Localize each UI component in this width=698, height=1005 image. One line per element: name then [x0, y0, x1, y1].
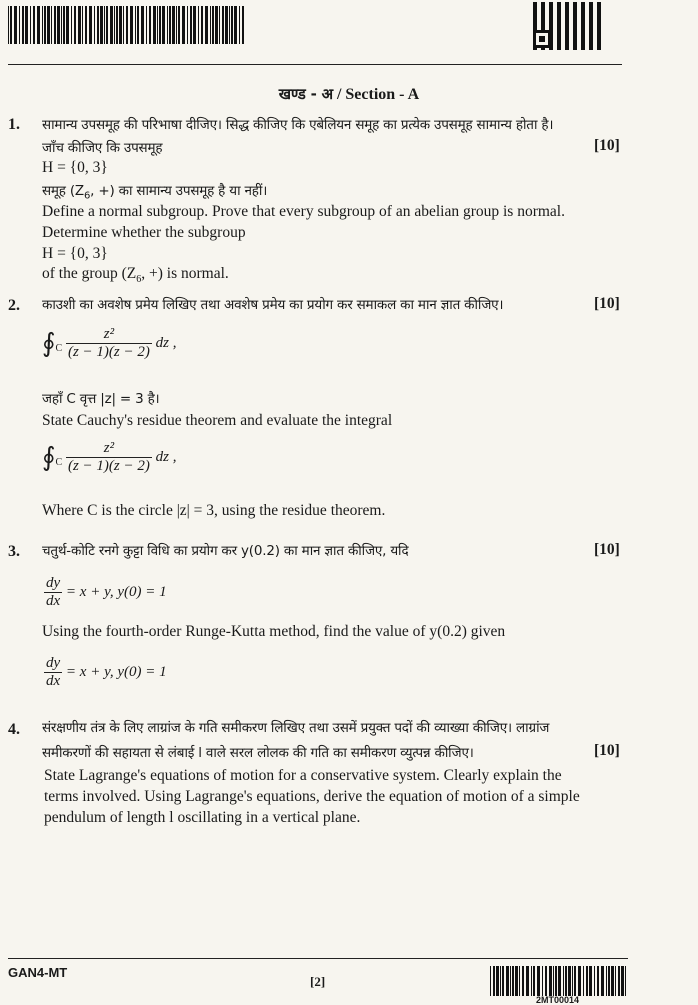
question-4-english-line3: pendulum of length l oscillating in a vertical plane.: [44, 809, 361, 826]
barcode-bar: [601, 966, 604, 996]
question-1-hindi-line1: सामान्य उपसमूह की परिभाषा दीजिए। सिद्ध कीजिए कि एबेलियन समूह का प्रत्येक उपसमूह सामान्य होता है।: [42, 117, 554, 133]
barcode-bar: [234, 6, 237, 44]
barcode-bar: [512, 966, 514, 996]
barcode-bar: [219, 6, 220, 44]
barcode-bar: [568, 966, 571, 996]
barcode-bar: [30, 6, 31, 44]
question-3-ode-hindi: $\frac{dy}{dx}$ = x + y, y(0) = 1: [46, 575, 167, 609]
barcode-bar: [54, 6, 56, 44]
bottom-barcode-text: 2MT00014: [536, 995, 580, 1005]
qr-module: [565, 46, 569, 50]
barcode-bar: [493, 966, 495, 996]
question-2-hindi-line1: काउशी का अवशेष प्रमेय लिखिए तथा अवशेष प्रमेय का प्रयोग कर समाकल का मान ज्ञात कीजिए।: [42, 297, 504, 313]
barcode-bar: [225, 6, 228, 44]
question-2-integral-hindi: $∮_C$ $\frac{\text{z²}}{(z - 1)(z - 2)}$ dz ,: [42, 326, 177, 360]
barcode-bar: [97, 6, 99, 44]
barcode-bar: [119, 6, 122, 44]
qr-module: [597, 46, 601, 50]
barcode-bar: [66, 6, 69, 44]
barcode-bar: [231, 6, 233, 44]
barcode-bar: [8, 6, 9, 44]
bottom-barcode: [490, 966, 632, 996]
barcode-bar: [169, 6, 171, 44]
barcode-bar: [85, 6, 87, 44]
barcode-bar: [583, 966, 584, 996]
barcode-bar: [515, 966, 518, 996]
barcode-bar: [239, 6, 240, 44]
barcode-bar: [162, 6, 165, 44]
question-1-number: 1.: [8, 116, 20, 133]
barcode-bar: [89, 6, 92, 44]
section-title: खण्ड - अ / Section - A: [278, 85, 420, 103]
question-3-english-line1: Using the fourth-order Runge-Kutta method, find the value of y(0.2) given: [42, 623, 506, 640]
barcode-bar: [33, 6, 35, 44]
barcode-bar: [100, 6, 103, 44]
barcode-bar: [496, 966, 499, 996]
question-2-hindi-where: जहाँ C वृत्त |z| = 3 है।: [42, 391, 160, 407]
barcode-bar: [22, 6, 24, 44]
barcode-bar: [621, 966, 624, 996]
footer-rule: [8, 958, 628, 959]
question-1-hindi-line2: जाँच कीजिए कि उपसमूह: [42, 140, 163, 156]
barcode-bar: [500, 966, 501, 996]
barcode-bar: [519, 966, 520, 996]
barcode-bar: [572, 966, 573, 996]
barcode-bar: [210, 6, 211, 44]
barcode-bar: [201, 6, 203, 44]
barcode-bar: [574, 966, 576, 996]
barcode-bar: [222, 6, 224, 44]
barcode-bar: [57, 6, 60, 44]
barcode-bar: [589, 966, 592, 996]
question-2-english-line1: State Cauchy's residue theorem and evaluate the integral: [42, 412, 393, 429]
barcode-bar: [116, 6, 118, 44]
barcode-bar: [61, 6, 62, 44]
barcode-bar: [531, 966, 532, 996]
barcode-bar: [63, 6, 65, 44]
barcode-bar: [82, 6, 83, 44]
barcode-bar: [14, 6, 17, 44]
qr-module: [573, 46, 577, 50]
barcode-bar: [533, 966, 535, 996]
barcode-bar: [545, 966, 547, 996]
question-1-english-line3: of the group ($Z_6$, +) is normal.: [42, 265, 229, 286]
top-barcode: [8, 6, 253, 44]
barcode-bar: [126, 6, 128, 44]
question-4-english-line2: terms involved. Using Lagrange's equations, derive the equation of motion of a simple: [44, 788, 580, 805]
barcode-bar: [78, 6, 81, 44]
barcode-bar: [110, 6, 113, 44]
question-4-marks: [10]: [594, 742, 620, 759]
barcode-bar: [542, 966, 543, 996]
barcode-bar: [611, 966, 614, 996]
question-4-number: 4.: [8, 721, 20, 738]
question-1-english-line1: Define a normal subgroup. Prove that every subgroup of an abelian group is normal.: [42, 203, 565, 220]
question-2-integral-english: $∮_C$ $\frac{\text{z²}}{(z - 1)(z - 2)}$ dz ,: [42, 440, 177, 474]
barcode-bar: [137, 6, 139, 44]
barcode-bar: [594, 966, 595, 996]
barcode-bar: [94, 6, 95, 44]
barcode-bar: [608, 966, 610, 996]
barcode-bar: [618, 966, 620, 996]
barcode-bar: [553, 966, 554, 996]
barcode-bar: [47, 6, 50, 44]
question-2-number: 2.: [8, 297, 20, 314]
header-rule: [8, 64, 622, 65]
question-1-hindi-line3: समूह ($Z_6$, +) का सामान्य उपसमूह है या नहीं।: [42, 183, 268, 202]
question-1-english-set-h: H = {0, 3}: [42, 245, 108, 262]
barcode-bar: [187, 6, 188, 44]
barcode-bar: [157, 6, 158, 44]
paper-code: GAN4-MT: [8, 965, 68, 980]
barcode-bar: [565, 966, 567, 996]
barcode-bar: [51, 6, 52, 44]
barcode-bar: [506, 966, 509, 996]
barcode-bar: [182, 6, 185, 44]
qr-module: [581, 46, 585, 50]
question-3-marks: [10]: [594, 541, 620, 558]
barcode-bar: [37, 6, 40, 44]
barcode-bar: [549, 966, 552, 996]
barcode-bar: [558, 966, 561, 996]
barcode-bar: [597, 966, 599, 996]
barcode-bar: [159, 6, 161, 44]
barcode-bar: [172, 6, 175, 44]
barcode-bar: [578, 966, 581, 996]
barcode-bar: [123, 6, 124, 44]
barcode-bar: [106, 6, 108, 44]
barcode-bar: [130, 6, 133, 44]
barcode-bar: [215, 6, 218, 44]
barcode-bar: [229, 6, 230, 44]
barcode-bar: [104, 6, 105, 44]
question-4-english-line1: State Lagrange's equations of motion for a conservative system. Clearly explain the: [44, 767, 562, 784]
barcode-bar: [625, 966, 626, 996]
barcode-bar: [537, 966, 540, 996]
question-2-english-where: Where C is the circle |z| = 3, using the residue theorem.: [42, 502, 386, 519]
barcode-bar: [242, 6, 244, 44]
barcode-bar: [74, 6, 76, 44]
barcode-bar: [19, 6, 20, 44]
barcode-bar: [149, 6, 151, 44]
barcode-bar: [522, 966, 524, 996]
barcode-bar: [25, 6, 28, 44]
barcode-bar: [205, 6, 208, 44]
page-number: [2]: [310, 974, 326, 989]
barcode-bar: [198, 6, 199, 44]
question-1-set-h: H = {0, 3}: [42, 159, 108, 176]
barcode-bar: [42, 6, 43, 44]
barcode-bar: [178, 6, 180, 44]
qr-finder-center: [539, 36, 545, 42]
barcode-bar: [502, 966, 504, 996]
question-3-ode-english: $\frac{dy}{dx}$ = x + y, y(0) = 1: [46, 655, 167, 689]
barcode-bar: [176, 6, 177, 44]
barcode-bar: [190, 6, 192, 44]
qr-module: [557, 46, 561, 50]
question-4-hindi-line1: संरक्षणीय तंत्र के लिए लाग्रांज के गति समीकरण लिखिए तथा उसमें प्रयुक्त पदों की व्याख्या कीजिए। लाग्रांज: [42, 720, 550, 736]
barcode-bar: [135, 6, 136, 44]
barcode-bar: [510, 966, 511, 996]
question-4-hindi-line2: समीकरणों की सहायता से लंबाई l वाले सरल लोलक की गति का समीकरण व्युत्पन्न कीजिए।: [42, 745, 474, 761]
barcode-bar: [141, 6, 144, 44]
barcode-bar: [555, 966, 557, 996]
barcode-bar: [193, 6, 196, 44]
barcode-bar: [10, 6, 12, 44]
barcode-bar: [167, 6, 168, 44]
barcode-bar: [606, 966, 607, 996]
qr-code: [533, 2, 605, 52]
question-3-number: 3.: [8, 543, 20, 560]
question-1-english-line2: Determine whether the subgroup: [42, 224, 246, 241]
barcode-bar: [563, 966, 564, 996]
barcode-bar: [153, 6, 156, 44]
question-1-marks: [10]: [594, 137, 620, 154]
barcode-bar: [44, 6, 46, 44]
qr-finder: [533, 30, 551, 48]
question-2-marks: [10]: [594, 295, 620, 312]
barcode-bar: [586, 966, 588, 996]
qr-module: [589, 46, 593, 50]
question-3-hindi-line1: चतुर्थ-कोटि रनगे कुट्टा विधि का प्रयोग कर y(0.2) का मान ज्ञात कीजिए, यदि: [42, 543, 409, 559]
barcode-bar: [490, 966, 491, 996]
barcode-bar: [526, 966, 529, 996]
barcode-bar: [114, 6, 115, 44]
barcode-bar: [71, 6, 72, 44]
barcode-bar: [615, 966, 616, 996]
barcode-bar: [212, 6, 214, 44]
barcode-bar: [146, 6, 147, 44]
